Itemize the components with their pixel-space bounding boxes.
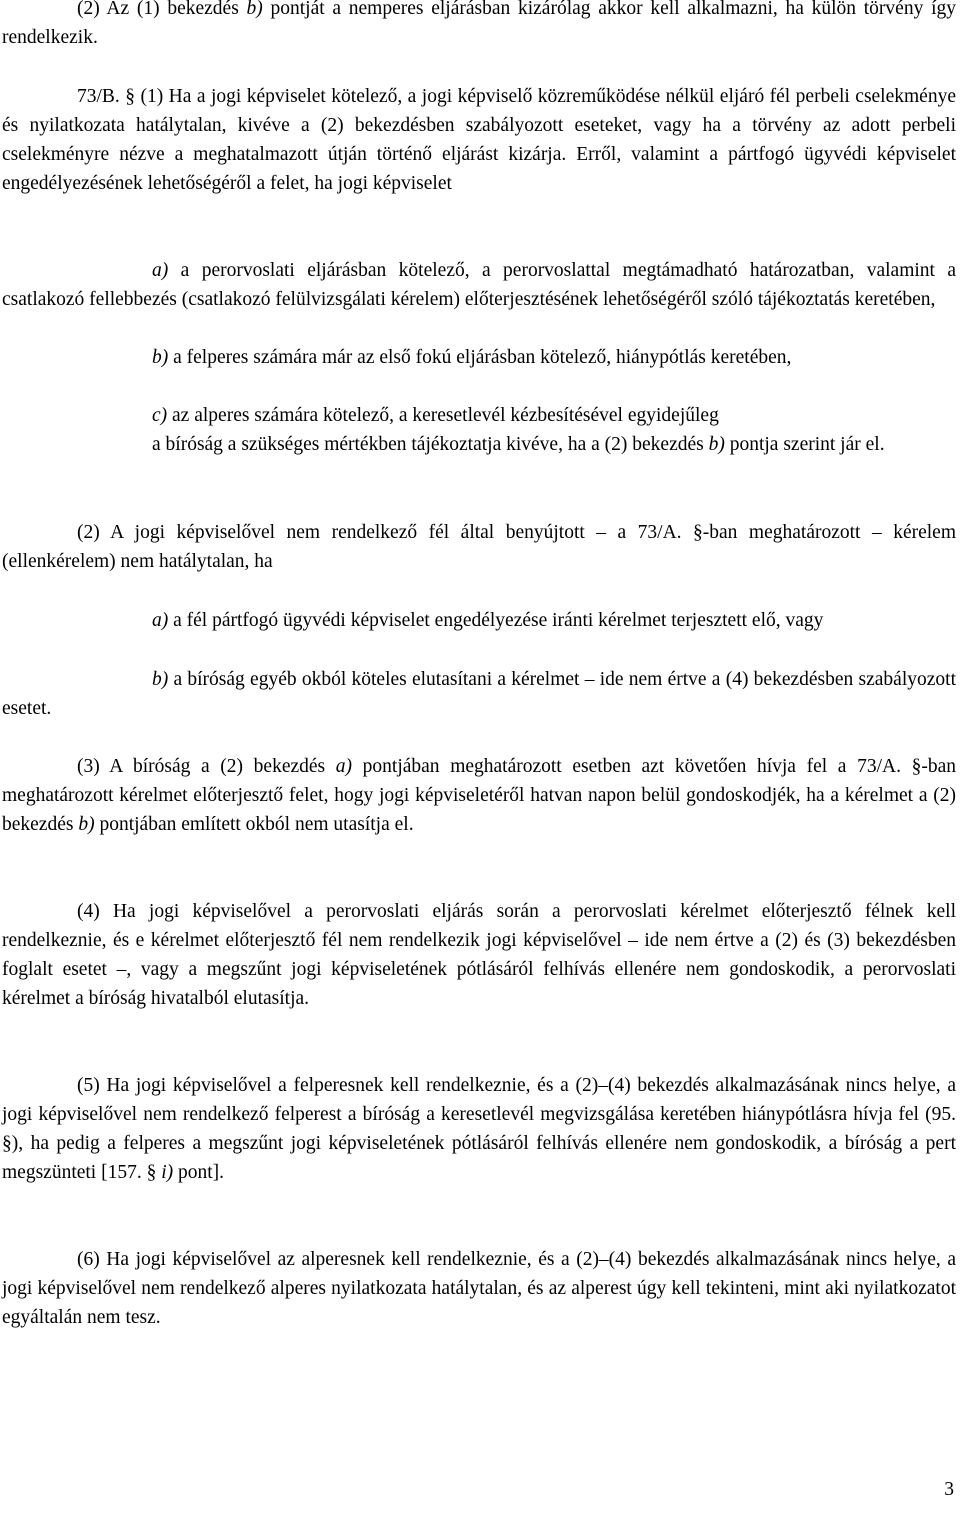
item-marker: i) <box>161 1162 174 1183</box>
text: (2) Az (1) bekezdés <box>77 0 247 19</box>
point-b <box>2 343 956 372</box>
item-marker: b) <box>152 669 169 690</box>
point-c-continuation <box>2 430 956 459</box>
item-marker: b) <box>708 434 725 455</box>
section-2-point-a <box>2 606 956 635</box>
section-2: (2) A jogi képviselővel nem rendelkező fél által benyújtott – a 73/A. §-ban meghatározott – kérelem (ellenkérelem) nem hatálytalan, ha <box>2 522 956 572</box>
item-marker: b) <box>246 0 263 19</box>
page-number: 3 <box>944 1479 954 1500</box>
text: a bíróság a szükséges mértékben tájékoztatja kivéve, ha a (2) bekezdés <box>152 434 709 455</box>
point-c <box>2 401 956 430</box>
item-marker: a) <box>152 260 169 281</box>
section-5 <box>2 1071 956 1187</box>
text: a fél pártfogó ügyvédi képviselet engedélyezése iránti kérelmet terjesztett elő, vagy <box>168 610 824 631</box>
text: a bíróság egyéb okból köteles elutasítani a kérelmet – ide nem értve a (4) bekezdésben szabályozott esetet. <box>2 669 956 719</box>
section-6: (6) Ha jogi képviselővel az alperesnek kell rendelkeznie, és a (2)–(4) bekezdés alkalmazásának nincs helye, a jogi képviselővel nem rendelkező alperes nyilatkozata hatálytalan, és az alperest úgy kell tekinteni, mint aki nyilatkozatot egyáltalán nem tesz. <box>2 1249 956 1328</box>
text: az alperes számára kötelező, a keresetlevél kézbesítésével egyidejűleg <box>167 405 719 426</box>
section-73b-1: 73/B. § (1) Ha a jogi képviselet kötelező, a jogi képviselő közreműködése nélkül eljáró fél perbeli cselekménye és nyilatkozata hatálytalan, kivéve a (2) bekezdésben szabályozott eseteket, vagy ha a törvény az adott perbeli cselekményre nézve a meghatalmazott útján történő eljárást kizárja. Erről, valamint a pártfogó ügyvédi képviselet engedélyezésének lehetőségéről a felet, ha jogi képviselet <box>2 86 956 194</box>
text: pontját a nemperes eljárásban kizárólag akkor kell alkalmazni, ha külön törvény így rendelkezik. <box>2 0 956 48</box>
point-a <box>2 256 956 314</box>
text: (3) A bíróság a (2) bekezdés <box>77 756 336 777</box>
item-marker: a) <box>152 610 169 631</box>
item-marker: a) <box>335 756 353 777</box>
text: pont]. <box>173 1162 225 1183</box>
text: (5) Ha jogi képviselővel a felperesnek kell rendelkeznie, és a (2)–(4) bekezdés alkalmazásának nincs helye, a jogi képviselővel nem rendelkező felperest a bíróság a keresetlevél megvizsgálása keretében hiánypótlásra hívja fel (95. §), ha pedig a felperes a megszűnt jogi képviseletének pótlásáról felhívás ellenére nem gondoskodik, a bíróság a pert megszünteti [157. § <box>2 1075 956 1183</box>
item-marker: b) <box>78 814 95 835</box>
section-4: (4) Ha jogi képviselővel a perorvoslati eljárás során a perorvoslati kérelmet előterjesztő félnek kell rendelkeznie, és e kérelmet előterjesztő fél nem rendelkezik jogi képviselővel – ide nem értve a (2) és (3) bekezdésben foglalt esetet –, vagy a megszűnt jogi képviseletének pótlásáról felhívás ellenére nem gondoskodik, a perorvoslati kérelmet a bíróság hivatalból elutasítja. <box>2 901 956 1009</box>
section-3 <box>2 752 956 839</box>
text: pontja szerint jár el. <box>724 434 885 455</box>
section-2-point-b <box>2 665 956 723</box>
paragraph-2-intro <box>2 0 956 52</box>
item-marker: b) <box>152 347 169 368</box>
text: pontjában említett okból nem utasítja el. <box>94 814 414 835</box>
text: a felperes számára már az első fokú eljárásban kötelező, hiánypótlás keretében, <box>168 347 792 368</box>
item-marker: c) <box>152 405 168 426</box>
text: a perorvoslati eljárásban kötelező, a perorvoslattal megtámadható határozatban, valamint a csatlakozó fellebbezés (csatlakozó felülvizsgálati kérelem) előterjesztésének lehetőségéről szóló tájékoztatás keretében, <box>2 260 956 310</box>
text: pontjában meghatározott esetben azt követően hívja fel a 73/A. §-ban meghatározott kérelmet előterjesztő felet, hogy jogi képviseletéről hatvan napon belül gondoskodjék, ha a kérelmet a (2) bekezdés <box>2 756 956 835</box>
